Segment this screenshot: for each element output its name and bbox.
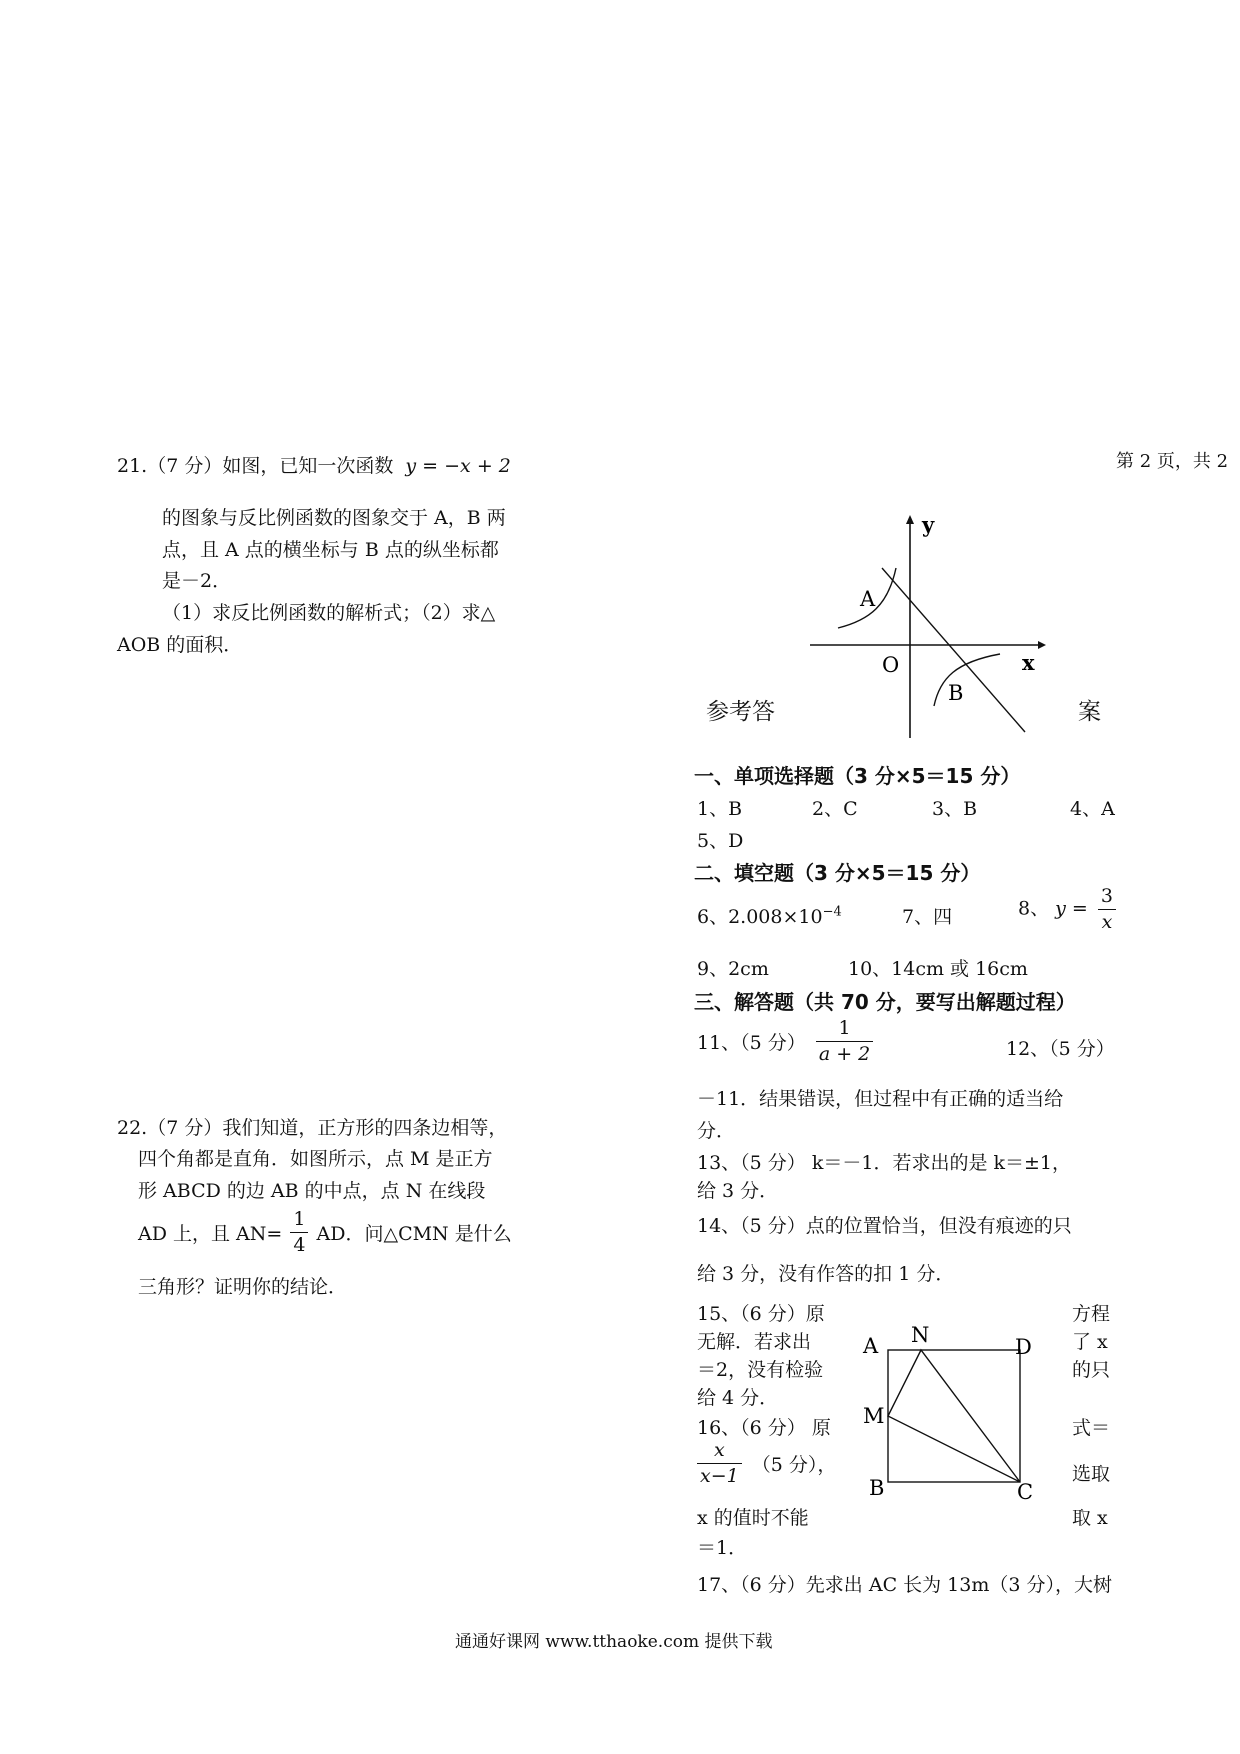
square-label-m: M bbox=[863, 1404, 885, 1428]
q22-fraction bbox=[290, 1209, 308, 1256]
square-label-n: N bbox=[911, 1323, 930, 1347]
q21-line3: 点，且 A 点的横坐标与 B 点的纵坐标都 bbox=[162, 539, 499, 561]
answer-4: 4、A bbox=[1070, 798, 1115, 820]
answer-8-denominator: x bbox=[1101, 910, 1113, 933]
square-label-d: D bbox=[1015, 1335, 1032, 1359]
right-fragment-2: 了 x bbox=[1072, 1331, 1108, 1353]
answer-8-lhs: y = bbox=[1055, 897, 1088, 920]
square-label-c: C bbox=[1017, 1480, 1034, 1500]
graph-label-o: O bbox=[882, 653, 900, 677]
answer-5: 5、D bbox=[697, 830, 744, 852]
right-fragment-6: 取 x bbox=[1072, 1507, 1108, 1529]
footer: 通通好课网 www.tthaoke.com 提供下载 bbox=[455, 1632, 773, 1652]
right-fragment-1: 方程 bbox=[1072, 1303, 1111, 1325]
answer-7: 7、四 bbox=[902, 906, 953, 928]
q22-line5: 三角形？证明你的结论． bbox=[138, 1276, 348, 1298]
answer-8 bbox=[1018, 886, 1120, 933]
q21-line4: 是－2． bbox=[162, 570, 232, 592]
graph-label-a: A bbox=[860, 587, 876, 611]
q22-line1: 22.（7 分）我们知道，正方形的四条边相等， bbox=[117, 1117, 508, 1139]
q21-line1: 21.（7 分）如图，已知一次函数 bbox=[117, 455, 394, 477]
answer-11-fraction bbox=[816, 1018, 873, 1065]
graph-label-y: y bbox=[922, 512, 935, 537]
right-fragment-3: 的只 bbox=[1072, 1359, 1111, 1381]
right-fragment-4: 式＝ bbox=[1072, 1417, 1111, 1439]
answer-11 bbox=[697, 1018, 877, 1065]
graph-label-x: x bbox=[1022, 650, 1035, 675]
answer-3: 3、B bbox=[932, 798, 978, 820]
answer-15-line1: 15、（6 分）原 bbox=[697, 1303, 825, 1325]
answer-15-line4: 给 4 分． bbox=[697, 1387, 779, 1409]
function-graph bbox=[800, 510, 1050, 740]
q22-fraction-numerator: 1 bbox=[290, 1209, 308, 1233]
answer-6 bbox=[697, 902, 842, 929]
answer-14-line1: 14、（5 分）点的位置恰当，但没有痕迹的只 bbox=[697, 1215, 1072, 1237]
graph-label-b: B bbox=[948, 681, 964, 705]
q22-line4 bbox=[138, 1209, 512, 1256]
answers-title-right: 案 bbox=[1078, 699, 1101, 725]
page-number: 第 2 页，共 2 bbox=[1116, 451, 1229, 472]
q21-line6: AOB 的面积． bbox=[117, 634, 243, 656]
answer-13-line2: 给 3 分． bbox=[697, 1180, 779, 1202]
q22-line4-end: AD．问△CMN 是什么 bbox=[316, 1222, 512, 1245]
answer-12: 12、（5 分） bbox=[1006, 1038, 1115, 1060]
answer-12-line2: －11．结果错误，但过程中有正确的适当给 bbox=[697, 1088, 1064, 1110]
answer-6-value: 2.008×10 bbox=[728, 906, 823, 928]
answer-13-line1: 13、（5 分） k＝－1．若求出的是 k＝±1， bbox=[697, 1152, 1072, 1174]
section-1-title: 一、单项选择题（3 分×5＝15 分） bbox=[694, 764, 1021, 788]
answer-15-line2: 无解．若求出 bbox=[697, 1331, 812, 1353]
answer-2: 2、C bbox=[812, 798, 858, 820]
right-fragment-5: 选取 bbox=[1072, 1463, 1111, 1485]
answer-6-exponent: −4 bbox=[822, 904, 842, 920]
answer-12-line3: 分． bbox=[697, 1120, 736, 1142]
hyperbola-branch-b bbox=[934, 654, 1000, 706]
answer-16-numerator: x bbox=[697, 1440, 742, 1464]
answer-8-fraction bbox=[1098, 886, 1116, 933]
q22-line3: 形 ABCD 的边 AB 的中点，点 N 在线段 bbox=[138, 1180, 486, 1202]
answer-16-fraction bbox=[697, 1440, 742, 1487]
x-axis-arrow-icon bbox=[1038, 641, 1046, 649]
answer-6-prefix: 6、 bbox=[697, 906, 729, 928]
q22-fraction-denominator: 4 bbox=[293, 1233, 306, 1256]
answer-16-tail: （5 分）， bbox=[751, 1453, 837, 1476]
triangle-cmn bbox=[888, 1350, 1020, 1482]
q21-equation: y = −x + 2 bbox=[405, 455, 511, 477]
q21-line5: （1）求反比例函数的解析式；（2）求△ bbox=[162, 602, 496, 624]
answer-17: 17、（6 分）先求出 AC 长为 13m（3 分），大树 bbox=[697, 1574, 1113, 1596]
answer-9: 9、2cm bbox=[697, 958, 769, 980]
square-diagram bbox=[855, 1310, 1055, 1500]
q22-line4-start: AD 上，且 AN= bbox=[138, 1222, 283, 1245]
answer-8-prefix: 8、 bbox=[1018, 897, 1050, 920]
square-label-b: B bbox=[869, 1476, 885, 1500]
answer-11-denominator: a + 2 bbox=[818, 1042, 871, 1065]
y-axis-arrow-icon bbox=[906, 515, 914, 524]
q22-line2: 四个角都是直角．如图所示，点 M 是正方 bbox=[138, 1148, 493, 1170]
answer-16-expression bbox=[697, 1440, 836, 1487]
answer-11-prefix: 11、（5 分） bbox=[697, 1031, 806, 1054]
section-3-title: 三、解答题（共 70 分，要写出解题过程） bbox=[694, 990, 1076, 1014]
q21-line2: 的图象与反比例函数的图象交于 A，B 两 bbox=[162, 507, 506, 529]
answer-10: 10、14cm 或 16cm bbox=[848, 958, 1028, 980]
answer-11-numerator: 1 bbox=[816, 1018, 873, 1042]
answer-16-line4: ＝1． bbox=[697, 1537, 748, 1559]
answer-1: 1、B bbox=[697, 798, 743, 820]
answer-16-line3: x 的值时不能 bbox=[697, 1507, 809, 1529]
square-abcd bbox=[888, 1350, 1020, 1482]
answer-14-line2: 给 3 分，没有作答的扣 1 分． bbox=[697, 1263, 955, 1285]
square-label-a: A bbox=[863, 1334, 879, 1358]
linear-function-line bbox=[882, 568, 1025, 732]
answer-16-denominator: x−1 bbox=[700, 1464, 739, 1487]
answers-title-left: 参考答 bbox=[706, 699, 775, 725]
answer-16-line1: 16、（6 分） 原 bbox=[697, 1417, 831, 1439]
answer-8-numerator: 3 bbox=[1098, 886, 1116, 910]
answer-15-line3: ＝2，没有检验 bbox=[697, 1359, 824, 1381]
section-2-title: 二、填空题（3 分×5＝15 分） bbox=[694, 861, 981, 885]
